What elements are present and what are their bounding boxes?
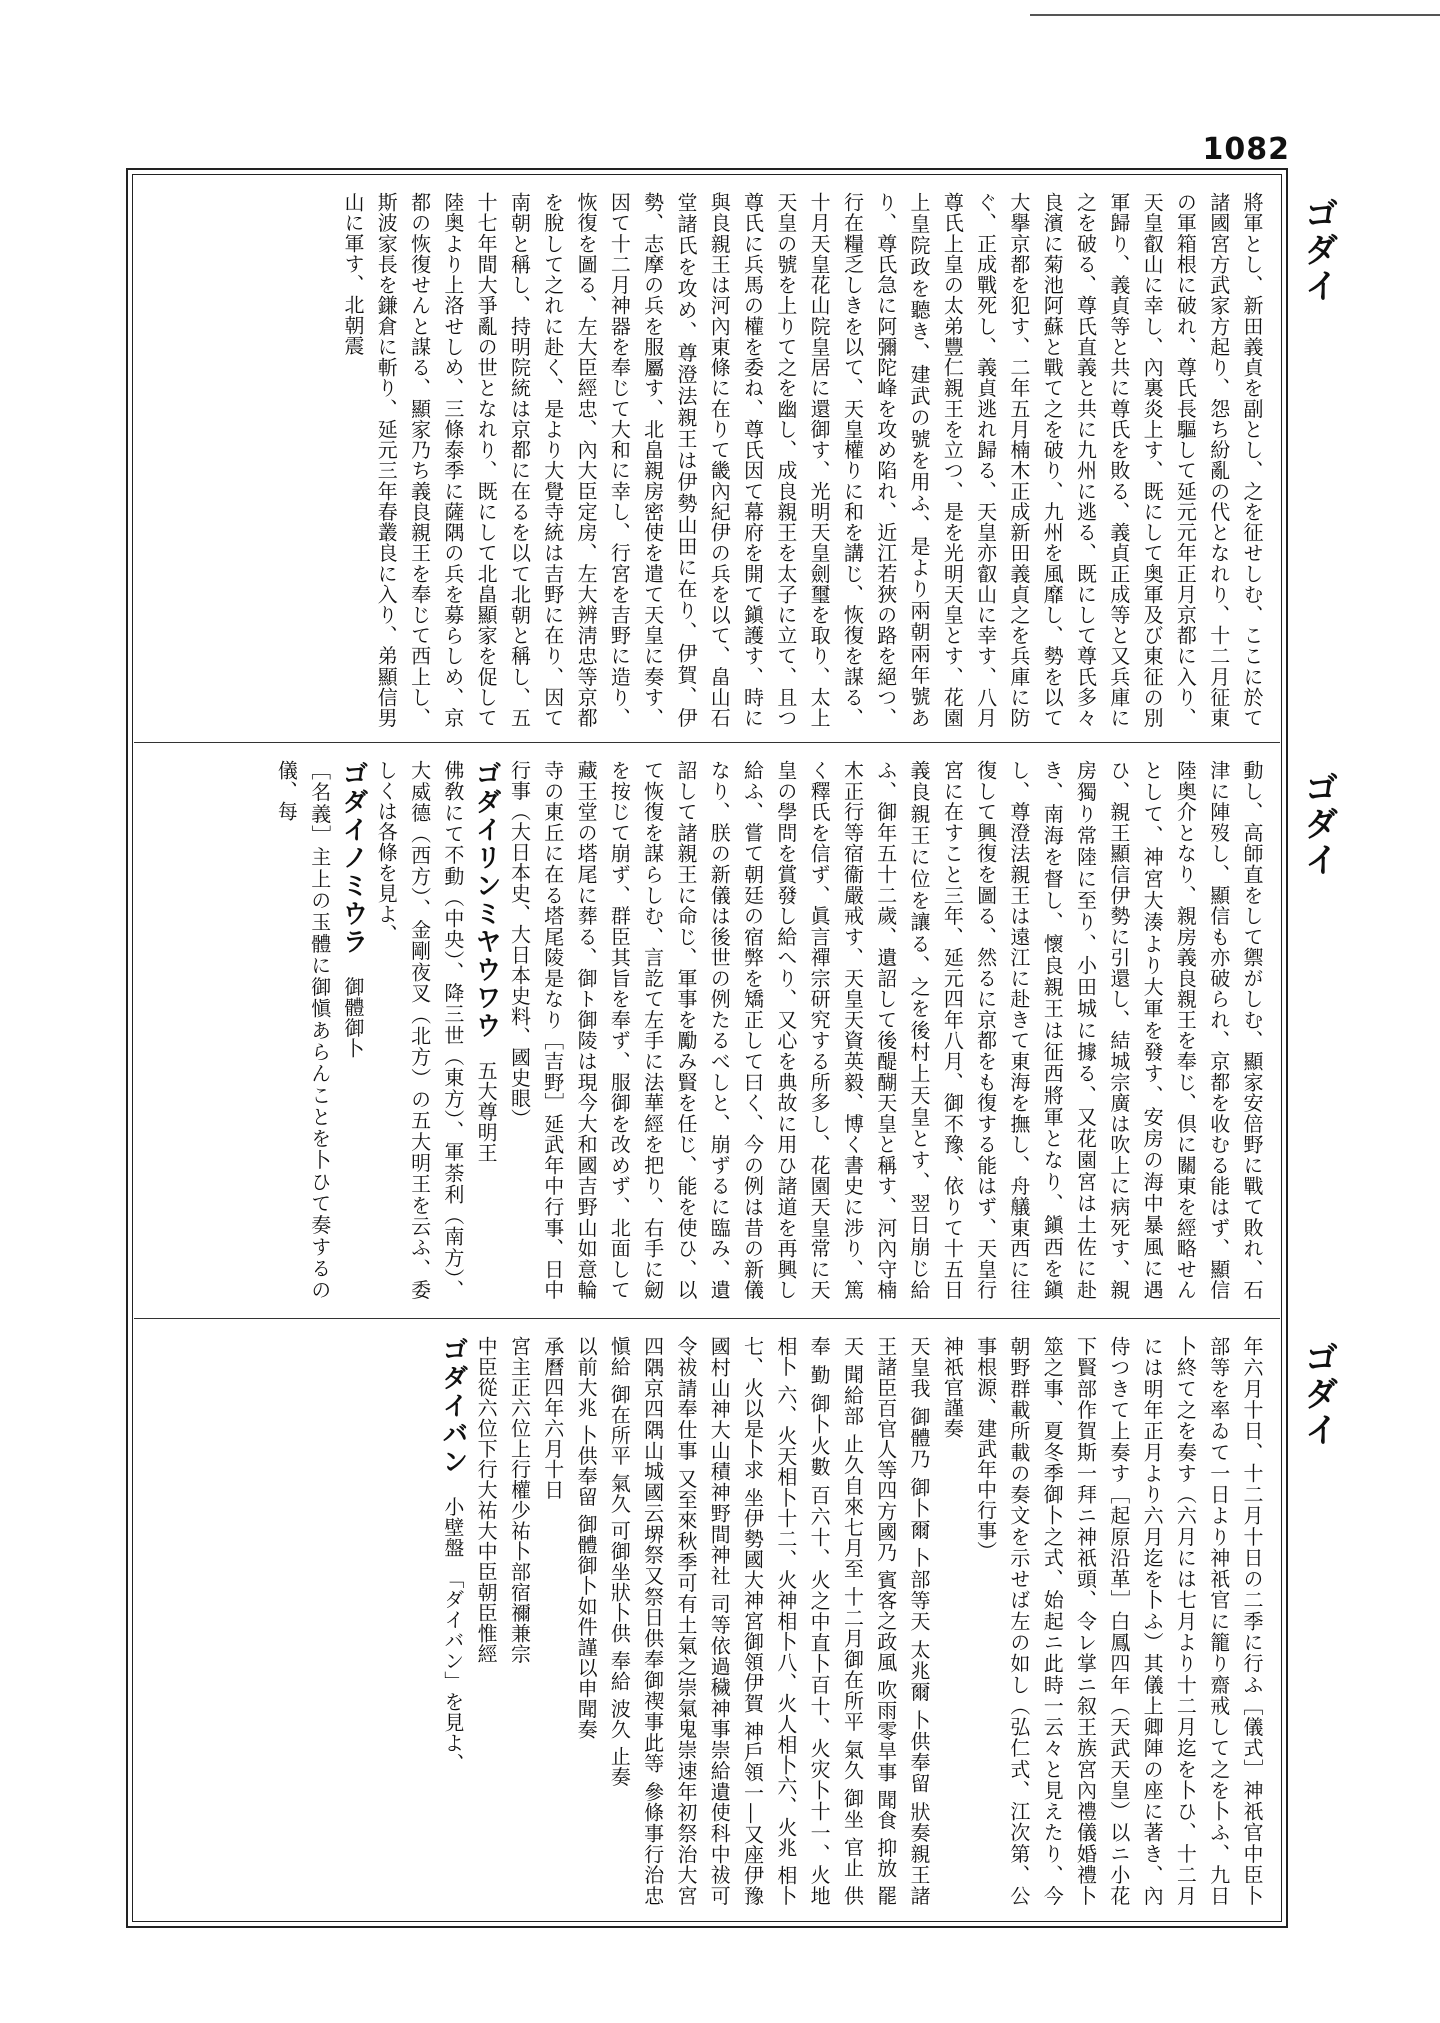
section2-body: 動し、高師直をして禦がしむ、顯家安倍野に戰て敗れ、石津に陣歿し、顯信も亦破られ、京都を收むる能はず、顯信陸奥介となり、親房義良親王を奉じ、倶に關東を經略せんとして、神宮大湊より大軍を發す、安房の海中暴風に遇ひ、親王顯信伊勢に引還し、結城宗廣は吹上に病死す、親房獨り常陸に至り、小田城に據る、又花園宮は土佐に赴き、南海を督し、懷良親王は征西將軍となり、鎭西を鎭し、尊澄法親王は遠江に赴きて東海を撫し、舟艤東西に往復して興復を圖る、然るに京都をも復する能はず、天皇行宮に在すこと三年、延元四年八月、御不豫、依りて十五日義良親王に位を讓る、之を後村上天皇とす、翌日崩じ給ふ、御年五十二歲、遺詔して後醍醐天皇と稱す、河內守楠木正行等宿衞嚴戒す、天皇天資英毅、博く書史に涉り、篤く釋氏を信ず、眞言禪宗研究する所多し、花園天皇常に天皇の學問を賞發し給へり、又心を典故に用ひ諸道を再興し給ふ、嘗て朝廷の宿弊を矯正して曰く、今の例は昔の新儀なり、朕の新儀は後世の例たるべしと、崩ずるに臨み、遺詔して諸親王に命じ、軍事を勵み賢を任じ、能を使ひ、以て恢復を謀らしむ、言訖て左手に法華經を把り、右手に劒を按じて崩ず、群臣其旨を奉ず、服御を改めず、北面して藏王堂の塔尾に葬る、御ト御陵は現今大和國吉野山如意輪寺の東丘に在る塔尾陵是なり［吉野］延武年中行事、日中行事（大日本史、大日本史料、國史眼） xyxy=(507,760,1264,1300)
section-divider-1 xyxy=(134,742,1280,743)
running-head-middle: ゴダイ xyxy=(1298,770,1338,878)
entry-text-godaiban: 「ダイバン」を見よ、 xyxy=(440,1578,465,1774)
running-head-bottom: ゴダイ xyxy=(1298,1340,1338,1448)
entry-subtitle-godaiban: 小壁盤 xyxy=(440,1496,465,1558)
entry-subtitle-godairinmyouou: 五大尊明王 xyxy=(474,1060,499,1163)
entry-heading-godaiban: ゴダイバン xyxy=(437,1336,468,1476)
section-divider-2 xyxy=(134,1318,1280,1319)
entry-text-godainomiura: ［名義］主上の玉體に御愼あらんことを卜ひて奏するの儀、每 xyxy=(274,760,332,1300)
entry-heading-godainomiura: ゴダイノミウラ xyxy=(337,760,368,956)
entry-subtitle-godainomiura: 御體御卜 xyxy=(340,976,365,1059)
entry-text-godairinmyouou: 佛敎にて不動（中央）、降三世（東方）、軍荼利（南方）、大威德（西方）、金剛夜叉（北方）の五大明王を云ふ、委しくは各條を見よ、 xyxy=(374,760,465,1300)
section1-body: 將軍とし、新田義貞を副とし、之を征せしむ、ここに於て諸國宮方武家方起り、怨ち紛亂の代となれり、十二月征東の軍箱根に破れ、尊氏長驅して延元元年正月京都に入り、天皇叡山に幸し、內裏炎上す、既にして奥軍及び東征の別軍歸り、義貞等と共に尊氏を敗る、義貞正成等と又兵庫に之を破る、尊氏直義と共に九州に逃る、既にして尊氏多々良濱に菊池阿蘇と戰て之を破り、九州を風靡し、勢を以て大擧京都を犯す、二年五月楠木正成新田義貞之を兵庫に防ぐ、正成戰死し、義貞逃れ歸る、天皇亦叡山に幸す、八月尊氏上皇の太弟豐仁親王を立つ、是を光明天皇とす、花園上皇院政を聽き、建武の號を用ふ、是より兩朝兩年號あり、尊氏急に阿彌陀峰を攻め陷れ、近江若狹の路を絕つ、行在糧乏しきを以て、天皇權りに和を講じ、恢復を謀る、十月天皇花山院皇居に還御す、光明天皇劍璽を取り、太上天皇の號を上りて之を幽し、成良親王を太子に立て、且つ尊氏に兵馬の權を委ね、尊氏因て幕府を開て鎭護す、時に與良親王は河內東條に在りて畿內紀伊の兵を以て、畠山石堂諸氏を攻め、尊澄法親王は伊勢山田に在り、伊賀、伊勢、志摩の兵を服屬す、北畠親房密使を遣て天皇に奏す、因て十二月神器を奉じて大和に幸し、行宮を吉野に造り、恢復を圖る、左大臣經忠、內大臣定房、左大辨淸忠等京都を脫して之れに赴く、是より大覺寺統は吉野に在り、因て南朝と稱し、持明院統は京都に在るを以て北朝と稱し、五十七年間大爭亂の世となれり、既にして北畠顯家を促して陸奥より上洛せしめ、三條泰季に薩隅の兵を募らしめ、京都の恢復せんと謀る、顯家乃ち義良親王を奉じて西上し、斯波家長を鎌倉に斬り、延元三年春叢良に入り、弟顯信男山に軍す、北朝震 xyxy=(340,192,1264,728)
section2 xyxy=(148,760,1268,1300)
section3-body: 年六月十日、十二月十日の二季に行ふ［儀式］神祇官中臣卜部等を率ゐて一日より神祇官に籠り齋戒して之を卜ふ、九日卜終て之を奏す（六月には七月より十二月迄を卜ひ、十二月には明年正月より六月迄を卜ふ）其儀上卿陣の座に著き、內侍つきて上奏す［起原沿革］白鳳四年（天武天皇）以ニ小花下賢部作賀斯一拜ニ神祇頭、令レ掌ニ叙王族宮內禮儀婚禮卜筮之事、夏冬季御卜之式、始起ニ此時一云々と見えたり、今朝野群載所載の奏文を示せば左の如し（弘仁式、江次第、公事根源、建武年中行事） 神祇官謹奏 天皇我 御體乃 御卜爾 卜部等天 太兆爾 卜供奉留 狀奏親王諸王諸臣百官人等四方國乃 賓客之政風 吹雨零旱事 聞食 抑放 罷天 聞給部 止久自來七月至 十二月御在所平 氣久 御坐 官止 供奉 勤 御卜火數 百六十、火之中直卜百十、火灾卜十一、火地相卜 六、火天相卜十二、火神相卜八、火人相卜六、火兆 相卜七、火以是卜求 坐伊勢國大神宮御領伊賀 神戶領一―又座伊豫國村山神大山積神野間神社 司等依過穢神事崇給遺使科中祓可令祓請奉仕事 又至來秋季可有土氣之崇氣鬼崇速年初祭治大宮 四隅京四隅山城國云堺祭又祭日供奉御禊事此等 參條事行治忠愼給 御在所平 氣久 可御坐狀卜供 奉給 波久 止奏 以前大兆 卜供奉留 御體御卜如件謹以申聞奏 承曆四年六月十日 宮主正六位上行權少祐卜部宿禰兼宗 中臣從六位下行大祐大中臣朝臣惟經 xyxy=(474,1336,1264,1906)
top-rule xyxy=(1030,14,1440,16)
running-head-top: ゴダイ xyxy=(1298,196,1338,304)
section3 xyxy=(148,1336,1268,1906)
page-number: 1082 xyxy=(1202,132,1290,167)
entry-heading-godairinmyouou: ゴダイリンミヤウワウ xyxy=(471,760,502,1040)
